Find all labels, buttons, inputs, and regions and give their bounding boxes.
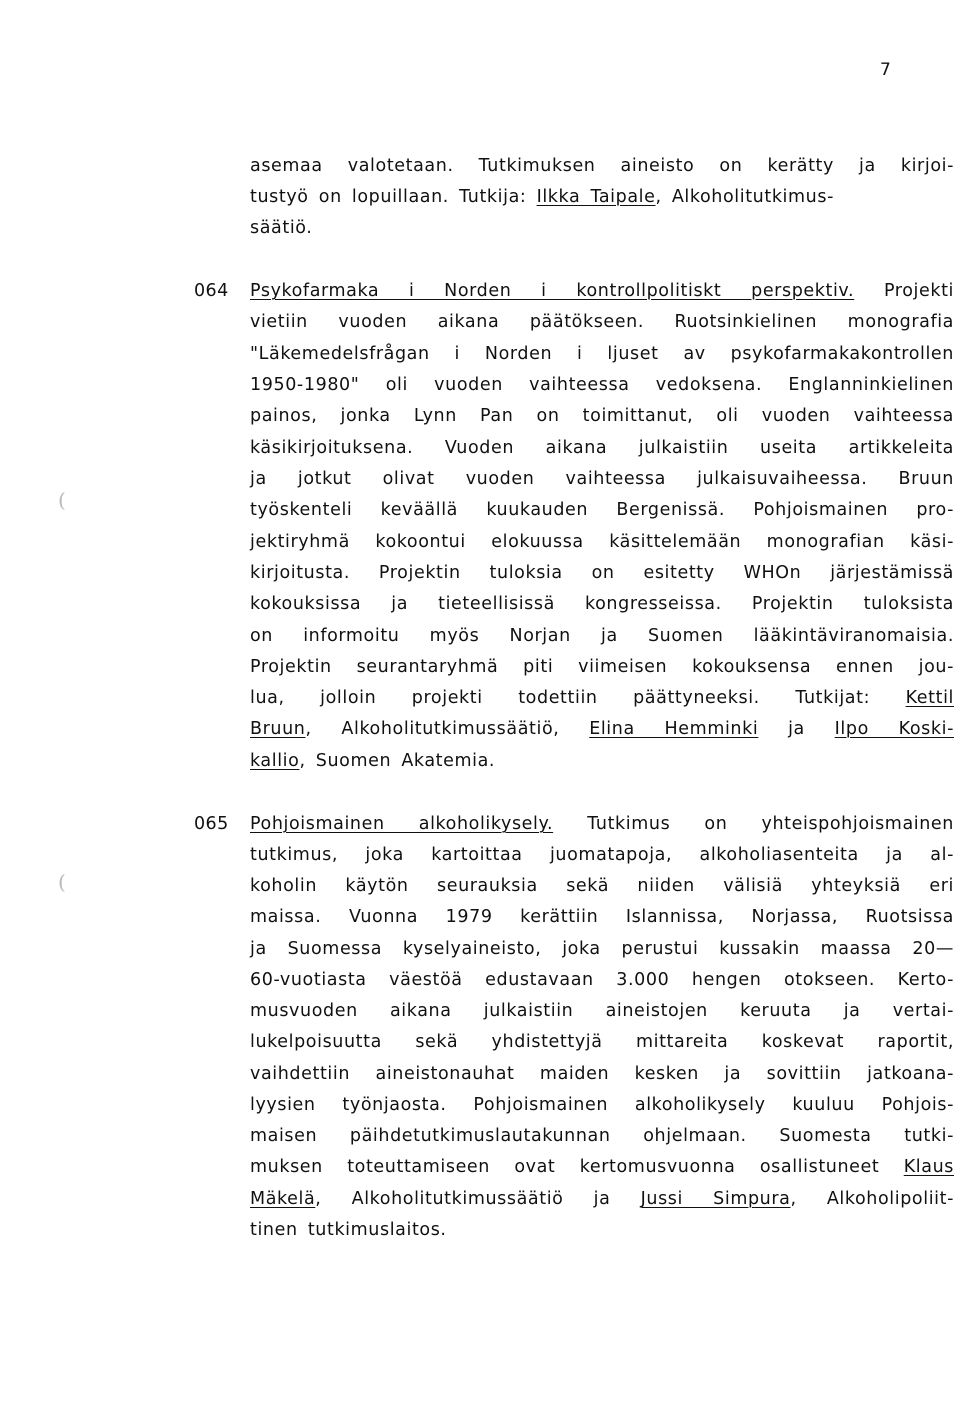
text-run: , Suomen Akatemia.	[299, 751, 496, 771]
text-line: jektiryhmä kokoontui elokuussa käsittelemään monografian käsi-	[250, 532, 954, 552]
page-number: 7	[880, 60, 891, 80]
punch-hole-mark: (	[58, 488, 66, 512]
text-run: Tutkimus on yhteispohjoismainen	[553, 814, 954, 834]
text-line: asemaa valotetaan. Tutkimuksen aineisto on kerätty ja kirjoi-	[250, 156, 954, 176]
researcher-name: Jussi Simpura	[640, 1189, 791, 1209]
text-run: , Alkoholitutkimus-	[655, 187, 834, 207]
text-line	[250, 717, 954, 741]
text-line	[250, 1187, 954, 1211]
text-line: ja Suomessa kyselyaineisto, joka perustui kussakin maassa 20—	[250, 939, 954, 959]
text-line: tinen tutkimuslaitos.	[250, 1220, 447, 1240]
text-line: kirjoitusta. Projektin tuloksia on esitetty WHOn järjestämissä	[250, 563, 954, 583]
text-run: lua, jolloin projekti todettiin päättyneeksi. Tutkijat:	[250, 688, 906, 708]
text-run: Projekti	[854, 281, 954, 301]
text-line	[250, 812, 954, 836]
text-line: "Läkemedelsfrågan i Norden i ljuset av psykofarmakakontrollen	[250, 344, 954, 364]
text-line	[250, 686, 954, 710]
researcher-name: kallio	[250, 751, 300, 771]
text-line: vietiin vuoden aikana päätökseen. Ruotsinkielinen monografia	[250, 312, 954, 332]
text-line	[250, 1155, 954, 1179]
text-line: Projektin seurantaryhmä piti viimeisen kokouksensa ennen jou-	[250, 657, 954, 677]
text-line: painos, jonka Lynn Pan on toimittanut, oli vuoden vaihteessa	[250, 406, 954, 426]
text-line	[250, 749, 954, 773]
text-line	[250, 279, 954, 303]
text-line: musvuoden aikana julkaistiin aineistojen keruuta ja vertai-	[250, 1001, 954, 1021]
text-run: ja	[758, 719, 835, 739]
text-line: lyysien työnjaosta. Pohjoismainen alkoholikysely kuuluu Pohjois-	[250, 1095, 954, 1115]
researcher-name: Klaus	[903, 1157, 954, 1177]
researcher-name: Kettil	[905, 688, 954, 708]
text-line: maissa. Vuonna 1979 kerättiin Islannissa, Norjassa, Ruotsissa	[250, 907, 954, 927]
researcher-name: Elina Hemminki	[589, 719, 759, 739]
entry-number: 065	[194, 814, 229, 834]
text-line	[250, 185, 954, 209]
text-line: säätiö.	[250, 218, 313, 238]
text-line: koholin käytön seurauksia sekä niiden välisiä yhteyksiä eri	[250, 876, 954, 896]
researcher-name: Mäkelä	[250, 1189, 316, 1209]
text-line: vaihdettiin aineistonauhat maiden kesken ja sovittiin jatkoana-	[250, 1064, 954, 1084]
text-run: , Alkoholitutkimussäätiö,	[305, 719, 590, 739]
text-run: , Alkoholipoliit-	[790, 1189, 954, 1209]
text-line: ja jotkut olivat vuoden vaihteessa julkaisuvaiheessa. Bruun	[250, 469, 954, 489]
researcher-name: Ilpo Koski-	[834, 719, 954, 739]
researcher-name: Ilkka Taipale	[536, 187, 656, 207]
researcher-name: Bruun	[250, 719, 306, 739]
entry-title: Pohjoismainen alkoholikysely.	[250, 814, 554, 834]
entry-title: Psykofarmaka i Norden i kontrollpolitiskt perspektiv.	[250, 281, 855, 301]
text-run: muksen toteuttamiseen ovat kertomusvuonna osallistuneet	[250, 1157, 904, 1177]
text-line: kokouksissa ja tieteellisissä kongresseissa. Projektin tuloksista	[250, 594, 954, 614]
text-line: maisen päihdetutkimuslautakunnan ohjelmaan. Suomesta tutki-	[250, 1126, 954, 1146]
text-run: , Alkoholitutkimussäätiö ja	[315, 1189, 641, 1209]
text-line: tutkimus, joka kartoittaa juomatapoja, alkoholiasenteita ja al-	[250, 845, 954, 865]
text-run: tustyö on lopuillaan. Tutkija:	[250, 187, 537, 207]
text-line: lukelpoisuutta sekä yhdistettyjä mittareita koskevat raportit,	[250, 1032, 954, 1052]
text-line: on informoitu myös Norjan ja Suomen lääkintäviranomaisia.	[250, 626, 954, 646]
text-line: työskenteli keväällä kuukauden Bergenissä. Pohjoismainen pro-	[250, 500, 954, 520]
entry-number: 064	[194, 281, 229, 301]
punch-hole-mark: (	[58, 870, 66, 894]
text-line: 60-vuotiasta väestöä edustavaan 3.000 hengen otokseen. Kerto-	[250, 970, 954, 990]
text-line: käsikirjoituksena. Vuoden aikana julkaistiin useita artikkeleita	[250, 438, 954, 458]
text-line: 1950-1980" oli vuoden vaihteessa vedoksena. Englanninkielinen	[250, 375, 954, 395]
